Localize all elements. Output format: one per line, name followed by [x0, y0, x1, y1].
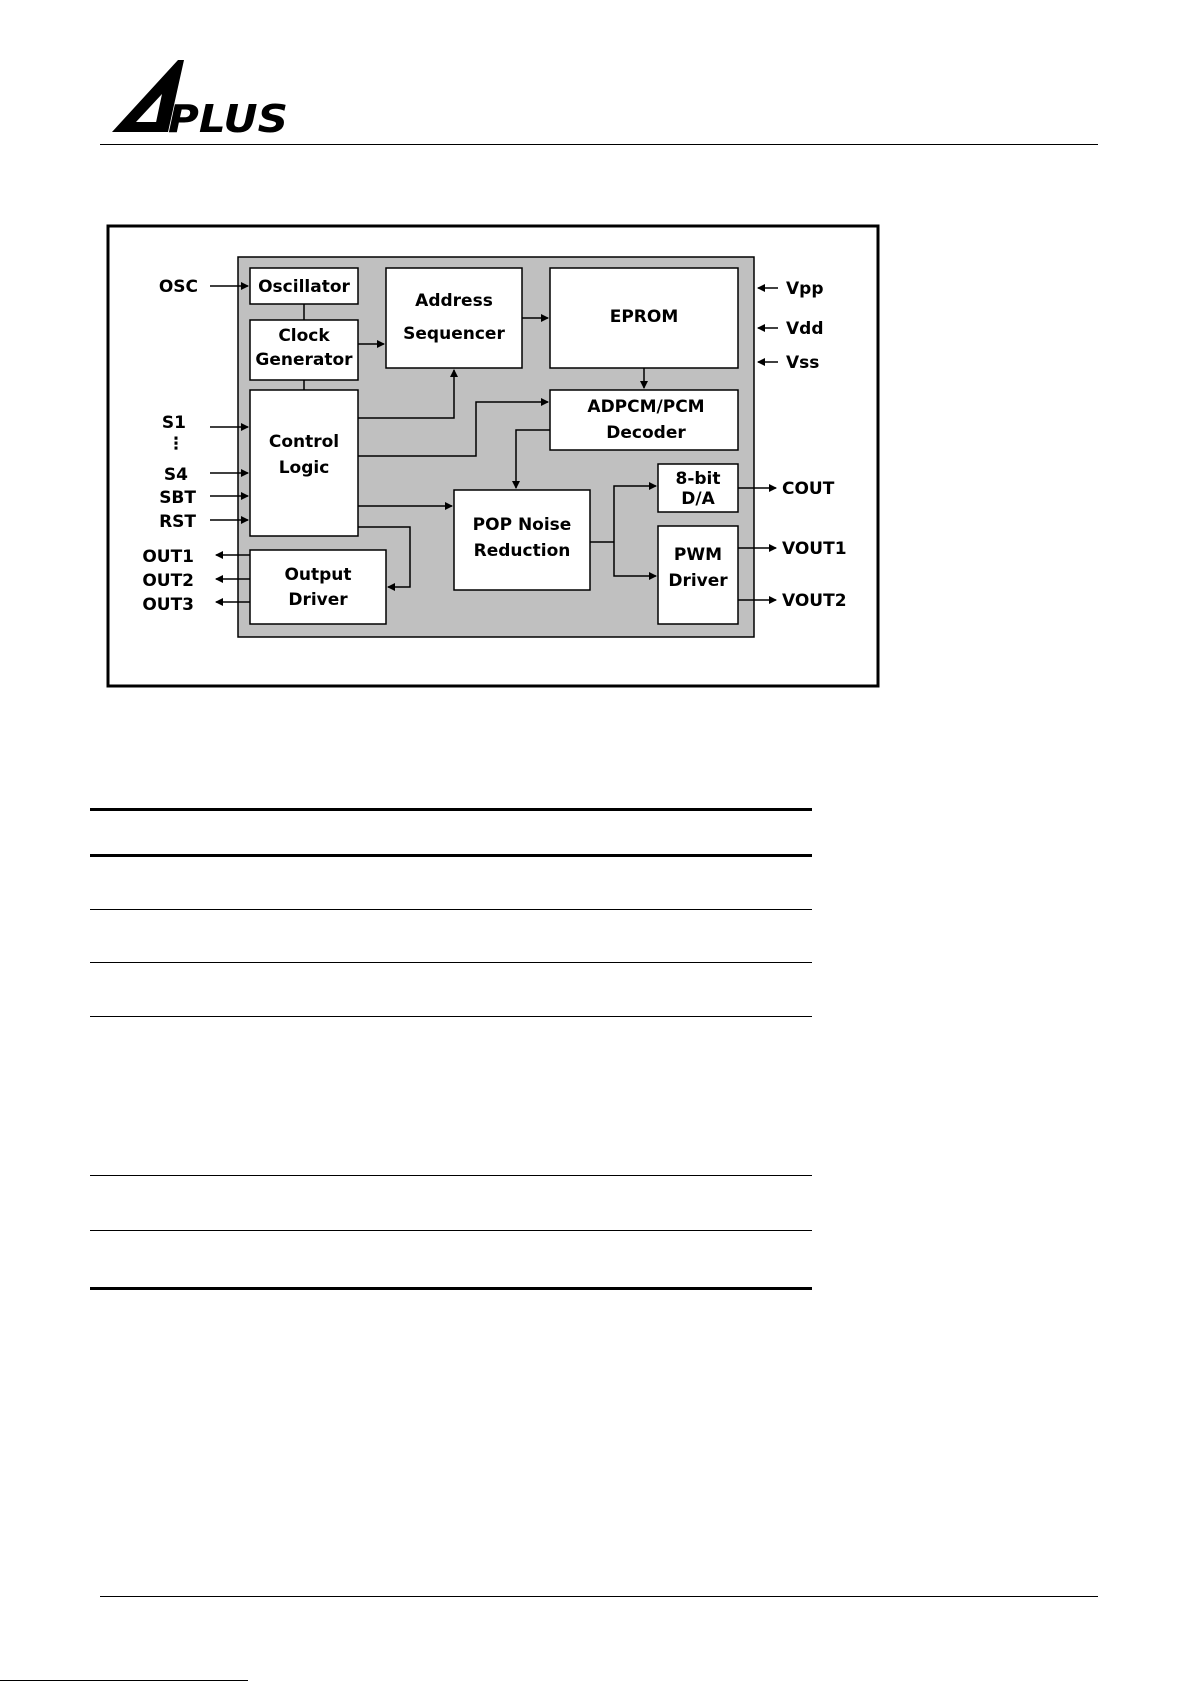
dac-label-2: D/A	[681, 489, 715, 509]
pop-noise-block	[454, 490, 590, 590]
pop-label-1: POP Noise	[472, 515, 572, 535]
oscillator-block	[250, 268, 358, 304]
pin-s1: S1	[161, 413, 186, 433]
address-label-1: Address	[415, 291, 493, 311]
clock-label-2: Generator	[255, 350, 353, 370]
pin-rst: RST	[159, 512, 196, 532]
pop-label-2: Reduction	[473, 541, 571, 561]
table-row-rule	[90, 1016, 812, 1017]
pin-out3: OUT3	[142, 595, 194, 615]
table-row-rule	[90, 962, 812, 963]
pin-s4: S4	[163, 465, 188, 485]
pin-osc: OSC	[158, 277, 198, 297]
table-top-rule	[90, 808, 812, 811]
pin-ellipsis: ⋮	[167, 434, 185, 454]
oscillator-label: Oscillator	[258, 277, 350, 297]
eprom-label: EPROM	[609, 307, 679, 327]
output-label-1: Output	[284, 565, 352, 585]
footer-rule	[100, 1596, 1098, 1597]
pin-sbt: SBT	[159, 488, 196, 508]
pin-vout1: VOUT1	[782, 539, 847, 559]
dac-label-1: 8-bit	[675, 469, 721, 489]
decoder-label-1: ADPCM/PCM	[587, 397, 705, 417]
pin-out1: OUT1	[142, 547, 194, 567]
pwm-driver-block	[658, 526, 738, 624]
footnote-rule	[0, 1680, 248, 1681]
pin-vdd: Vdd	[786, 319, 824, 339]
clock-label-1: Clock	[278, 326, 330, 346]
address-label-2: Sequencer	[403, 324, 505, 344]
pin-out2: OUT2	[142, 571, 194, 591]
pin-vpp: Vpp	[786, 279, 824, 299]
eprom-block	[550, 268, 738, 368]
decoder-label-2: Decoder	[606, 423, 686, 443]
control-label-2: Logic	[278, 458, 330, 478]
control-label-1: Control	[268, 432, 340, 452]
table-row-rule	[90, 909, 812, 910]
pwm-label-1: PWM	[673, 545, 723, 565]
logo-wordmark: PLUS	[168, 97, 288, 136]
table-bottom-rule	[90, 1287, 812, 1290]
table-header-rule	[90, 854, 812, 857]
pin-vss: Vss	[786, 353, 820, 373]
pin-cout: COUT	[782, 479, 835, 499]
pwm-label-2: Driver	[668, 571, 728, 591]
control-logic-block	[250, 390, 358, 536]
output-label-2: Driver	[288, 590, 348, 610]
adpcm-decoder-block	[550, 390, 738, 450]
aplus-logo	[110, 58, 290, 136]
clock-generator-block	[250, 320, 358, 380]
block-diagram	[106, 224, 882, 690]
table-row-rule	[90, 1230, 812, 1231]
pin-vout2: VOUT2	[782, 591, 847, 611]
header-rule	[100, 144, 1098, 145]
table-row-rule	[90, 1175, 812, 1176]
output-driver-block	[250, 550, 386, 624]
dac-block	[658, 464, 738, 512]
address-sequencer-block	[386, 268, 522, 368]
